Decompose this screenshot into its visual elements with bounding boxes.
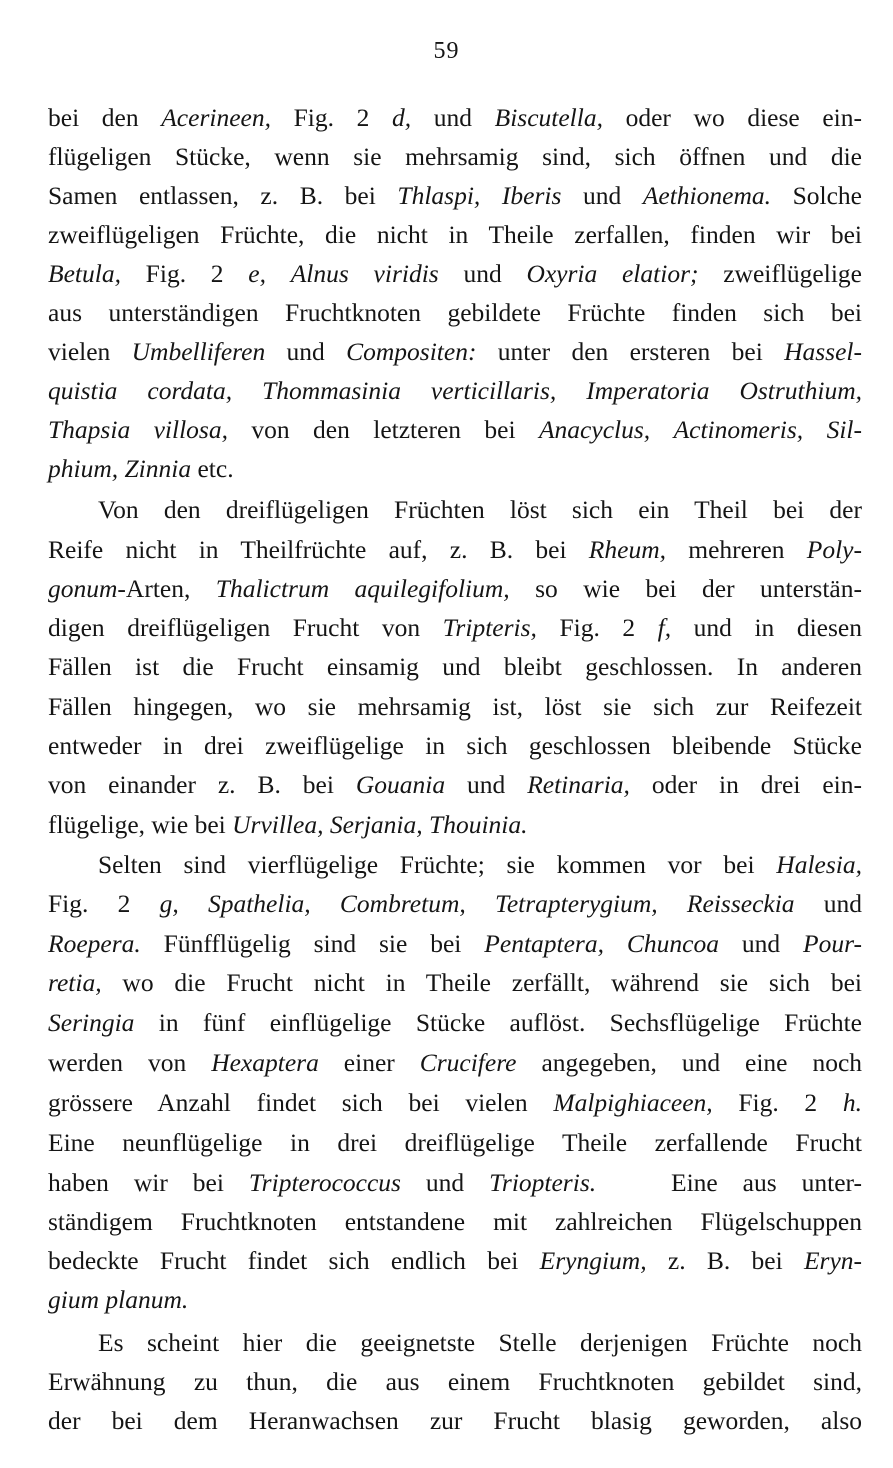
text-line (48, 293, 862, 332)
text-segment: und (794, 889, 863, 918)
text-segment: angegeben, und eine noch (516, 1048, 863, 1077)
text-segment: und (561, 181, 643, 210)
text-segment: Von den dreiflügeligen Früchten löst sich ein Theil bei der (98, 495, 862, 524)
text-segment: Fällen ist die Frucht einsamig und bleibt geschlossen. In anderen (48, 652, 862, 681)
text-segment: und (718, 929, 804, 958)
text-segment (803, 415, 826, 444)
text-segment: aus unterständigen Fruchtknoten gebildete Früchte finden sich bei (48, 298, 862, 327)
italic-text: Thouinia. (429, 810, 528, 839)
text-segment: und (411, 103, 495, 132)
text-line (48, 137, 862, 176)
text-segment: z. B. bei (646, 1246, 804, 1275)
text-segment: entweder in drei zweiflügelige in sich geschlossen bleibende Stücke (48, 731, 862, 760)
italic-text: Iberis (501, 181, 562, 210)
italic-text: Thlaspi, (397, 181, 481, 210)
text-line (48, 1123, 862, 1162)
text-segment: und (400, 1168, 490, 1197)
italic-text: retia, (48, 968, 102, 997)
italic-text: Reisseckia (686, 889, 795, 918)
text-line (48, 1362, 862, 1401)
text-line (48, 371, 862, 410)
text-segment: -Arten, (117, 574, 216, 603)
text-segment (556, 376, 586, 405)
italic-text: Actinomeris, (673, 415, 804, 444)
text-segment: Eine aus unter- (596, 1168, 863, 1197)
text-segment: so wie bei der unterstän- (509, 574, 862, 603)
text-line (48, 1401, 862, 1440)
text-line (48, 1280, 188, 1319)
text-segment: grössere Anzahl findet sich bei vielen (48, 1088, 554, 1117)
text-line (98, 845, 862, 884)
italic-text: Eryngium, (539, 1246, 647, 1275)
italic-text: gonum (48, 574, 118, 603)
text-segment (311, 889, 340, 918)
text-line (48, 1043, 862, 1082)
text-segment: Samen entlassen, z. B. bei (48, 181, 398, 210)
italic-text: Tetrapterygium, (495, 889, 658, 918)
italic-text: Malpighiaceen, (553, 1088, 713, 1117)
text-line (48, 687, 862, 726)
text-segment: unter den ersteren bei (476, 337, 785, 366)
italic-text: Pentaptera, (484, 929, 604, 958)
text-line (48, 530, 862, 569)
text-line (48, 1202, 862, 1241)
italic-text: Thalictrum aquilegifolium, (215, 574, 510, 603)
italic-text: Compositen: (346, 337, 477, 366)
italic-text: quistia cordata, (48, 376, 233, 405)
italic-text: Thommasinia verticillaris, (262, 376, 557, 405)
text-segment: zweiflügelige (698, 259, 862, 288)
italic-text: Seringia (48, 1008, 135, 1037)
text-line (48, 254, 862, 293)
italic-text: Zinnia (124, 454, 192, 483)
text-segment: haben wir bei (48, 1168, 249, 1197)
italic-text: Roepera. (48, 929, 141, 958)
text-line (48, 1241, 862, 1280)
italic-text: Urvillea, (232, 810, 324, 839)
text-segment: bedeckte Frucht findet sich endlich bei (48, 1246, 540, 1275)
italic-text: Hassel- (784, 337, 863, 366)
text-segment: mehreren (665, 535, 807, 564)
text-line (48, 449, 234, 488)
text-segment: Fig. 2 (48, 889, 160, 918)
italic-text: Thapsia villosa, (48, 415, 228, 444)
text-segment: Es scheint hier die geeignetste Stelle derjenigen Früchte noch (98, 1328, 862, 1357)
text-segment: zweiflügeligen Früchte, die nicht in Theile zerfallen, finden wir bei (48, 220, 862, 249)
text-segment: einer (318, 1048, 420, 1077)
text-segment: Eine neunflügelige in drei dreiflügelige Theile zerfallende Frucht (48, 1128, 862, 1157)
italic-text: Triopteris. (489, 1168, 597, 1197)
italic-text: phium, (48, 454, 119, 483)
italic-text: h. (842, 1088, 862, 1117)
text-line (48, 176, 862, 215)
text-segment: der bei dem Heranwachsen zur Frucht blasig geworden, also (48, 1406, 862, 1435)
italic-text: Crucifere (419, 1048, 517, 1077)
text-segment: Fig. 2 (270, 103, 392, 132)
text-segment: vielen (48, 337, 132, 366)
text-line (48, 410, 862, 449)
text-line (48, 1163, 862, 1202)
text-segment: oder in drei ein- (629, 770, 863, 799)
text-segment: von den letzteren bei (227, 415, 539, 444)
text-segment: Fig. 2 (712, 1088, 843, 1117)
italic-text: Eryn- (803, 1246, 863, 1275)
italic-text: Oxyria elatior; (526, 259, 699, 288)
text-segment (232, 376, 262, 405)
text-line (48, 884, 862, 923)
text-line (48, 805, 528, 844)
italic-text: Imperatoria Ostruthium, (586, 376, 863, 405)
italic-text: Rheum, (588, 535, 666, 564)
italic-text: Umbelliferen (131, 337, 266, 366)
text-segment (650, 415, 673, 444)
italic-text: Tripteris, (442, 613, 537, 642)
text-line (48, 924, 862, 963)
text-segment: in fünf einflügelige Stücke auflöst. Sechsflügelige Früchte (134, 1008, 862, 1037)
italic-text: Biscutella, (494, 103, 603, 132)
text-segment: flügeligen Stücke, wenn sie mehrsamig sind, sich öffnen und die (48, 142, 862, 171)
italic-text: Hexaptera (211, 1048, 319, 1077)
text-segment (480, 181, 502, 210)
italic-text: f, (657, 613, 672, 642)
text-segment: und in diesen (671, 613, 862, 642)
text-segment: und (445, 770, 528, 799)
text-segment: Fällen hingegen, wo sie mehrsamig ist, löst sie sich zur Reifezeit (48, 692, 862, 721)
italic-text: Anacyclus, (538, 415, 651, 444)
text-segment (179, 889, 208, 918)
italic-text: Acerineen, (161, 103, 271, 132)
italic-text: Chuncoa (626, 929, 719, 958)
text-line (48, 963, 862, 1002)
text-segment: digen dreiflügeligen Frucht von (48, 613, 443, 642)
text-segment (658, 889, 687, 918)
italic-text: e, (248, 259, 266, 288)
text-segment (604, 929, 627, 958)
italic-text: Retinaria, (527, 770, 630, 799)
italic-text: gium planum. (48, 1285, 189, 1314)
text-segment: von einander z. B. bei (48, 770, 356, 799)
italic-text: Halesia, (776, 850, 862, 879)
text-segment: oder wo diese ein- (602, 103, 862, 132)
text-line (48, 1003, 862, 1042)
text-segment: Reife nicht in Theilfrüchte auf, z. B. bei (48, 535, 589, 564)
page-number: 59 (433, 38, 460, 64)
text-line (48, 215, 862, 254)
text-line (48, 98, 862, 137)
text-segment: Fünfflügelig sind sie bei (140, 929, 485, 958)
text-segment: und (265, 337, 347, 366)
italic-text: Aethionema. (642, 181, 772, 210)
italic-text: Tripterococcus (248, 1168, 401, 1197)
text-line (98, 490, 862, 529)
text-segment: Selten sind vierflügelige Früchte; sie kommen vor bei (98, 850, 777, 879)
text-segment: flügelige, wie bei (48, 810, 233, 839)
italic-text: Pour- (803, 929, 863, 958)
italic-text: g, (159, 889, 179, 918)
text-segment: Fig. 2 (120, 259, 249, 288)
text-segment: bei den (48, 103, 162, 132)
text-segment: und (438, 259, 527, 288)
text-line (48, 608, 862, 647)
text-segment: ständigem Fruchtknoten entstandene mit zahlreichen Flügelschuppen (48, 1207, 862, 1236)
text-line (98, 1323, 862, 1362)
text-segment: Erwähnung zu thun, die aus einem Fruchtknoten gebildet sind, (48, 1367, 862, 1396)
text-line (48, 765, 862, 804)
italic-text: d, (392, 103, 412, 132)
italic-text: Spathelia, (207, 889, 311, 918)
text-line (48, 332, 862, 371)
text-segment: Fig. 2 (536, 613, 658, 642)
text-segment: wo die Frucht nicht in Theile zerfällt, während sie sich bei (101, 968, 862, 997)
italic-text: Poly- (806, 535, 862, 564)
text-line (48, 647, 862, 686)
italic-text: Serjania, (329, 810, 423, 839)
text-line (48, 726, 862, 765)
italic-text: Combretum, (339, 889, 466, 918)
text-segment (266, 259, 291, 288)
italic-text: Gouania (355, 770, 446, 799)
text-segment: etc. (191, 454, 234, 483)
text-line (48, 1083, 862, 1122)
text-segment: Solche (771, 181, 863, 210)
text-segment: werden von (48, 1048, 212, 1077)
text-segment (466, 889, 495, 918)
italic-text: Alnus viridis (290, 259, 439, 288)
text-line (48, 569, 862, 608)
italic-text: Betula, (48, 259, 121, 288)
italic-text: Sil- (826, 415, 862, 444)
